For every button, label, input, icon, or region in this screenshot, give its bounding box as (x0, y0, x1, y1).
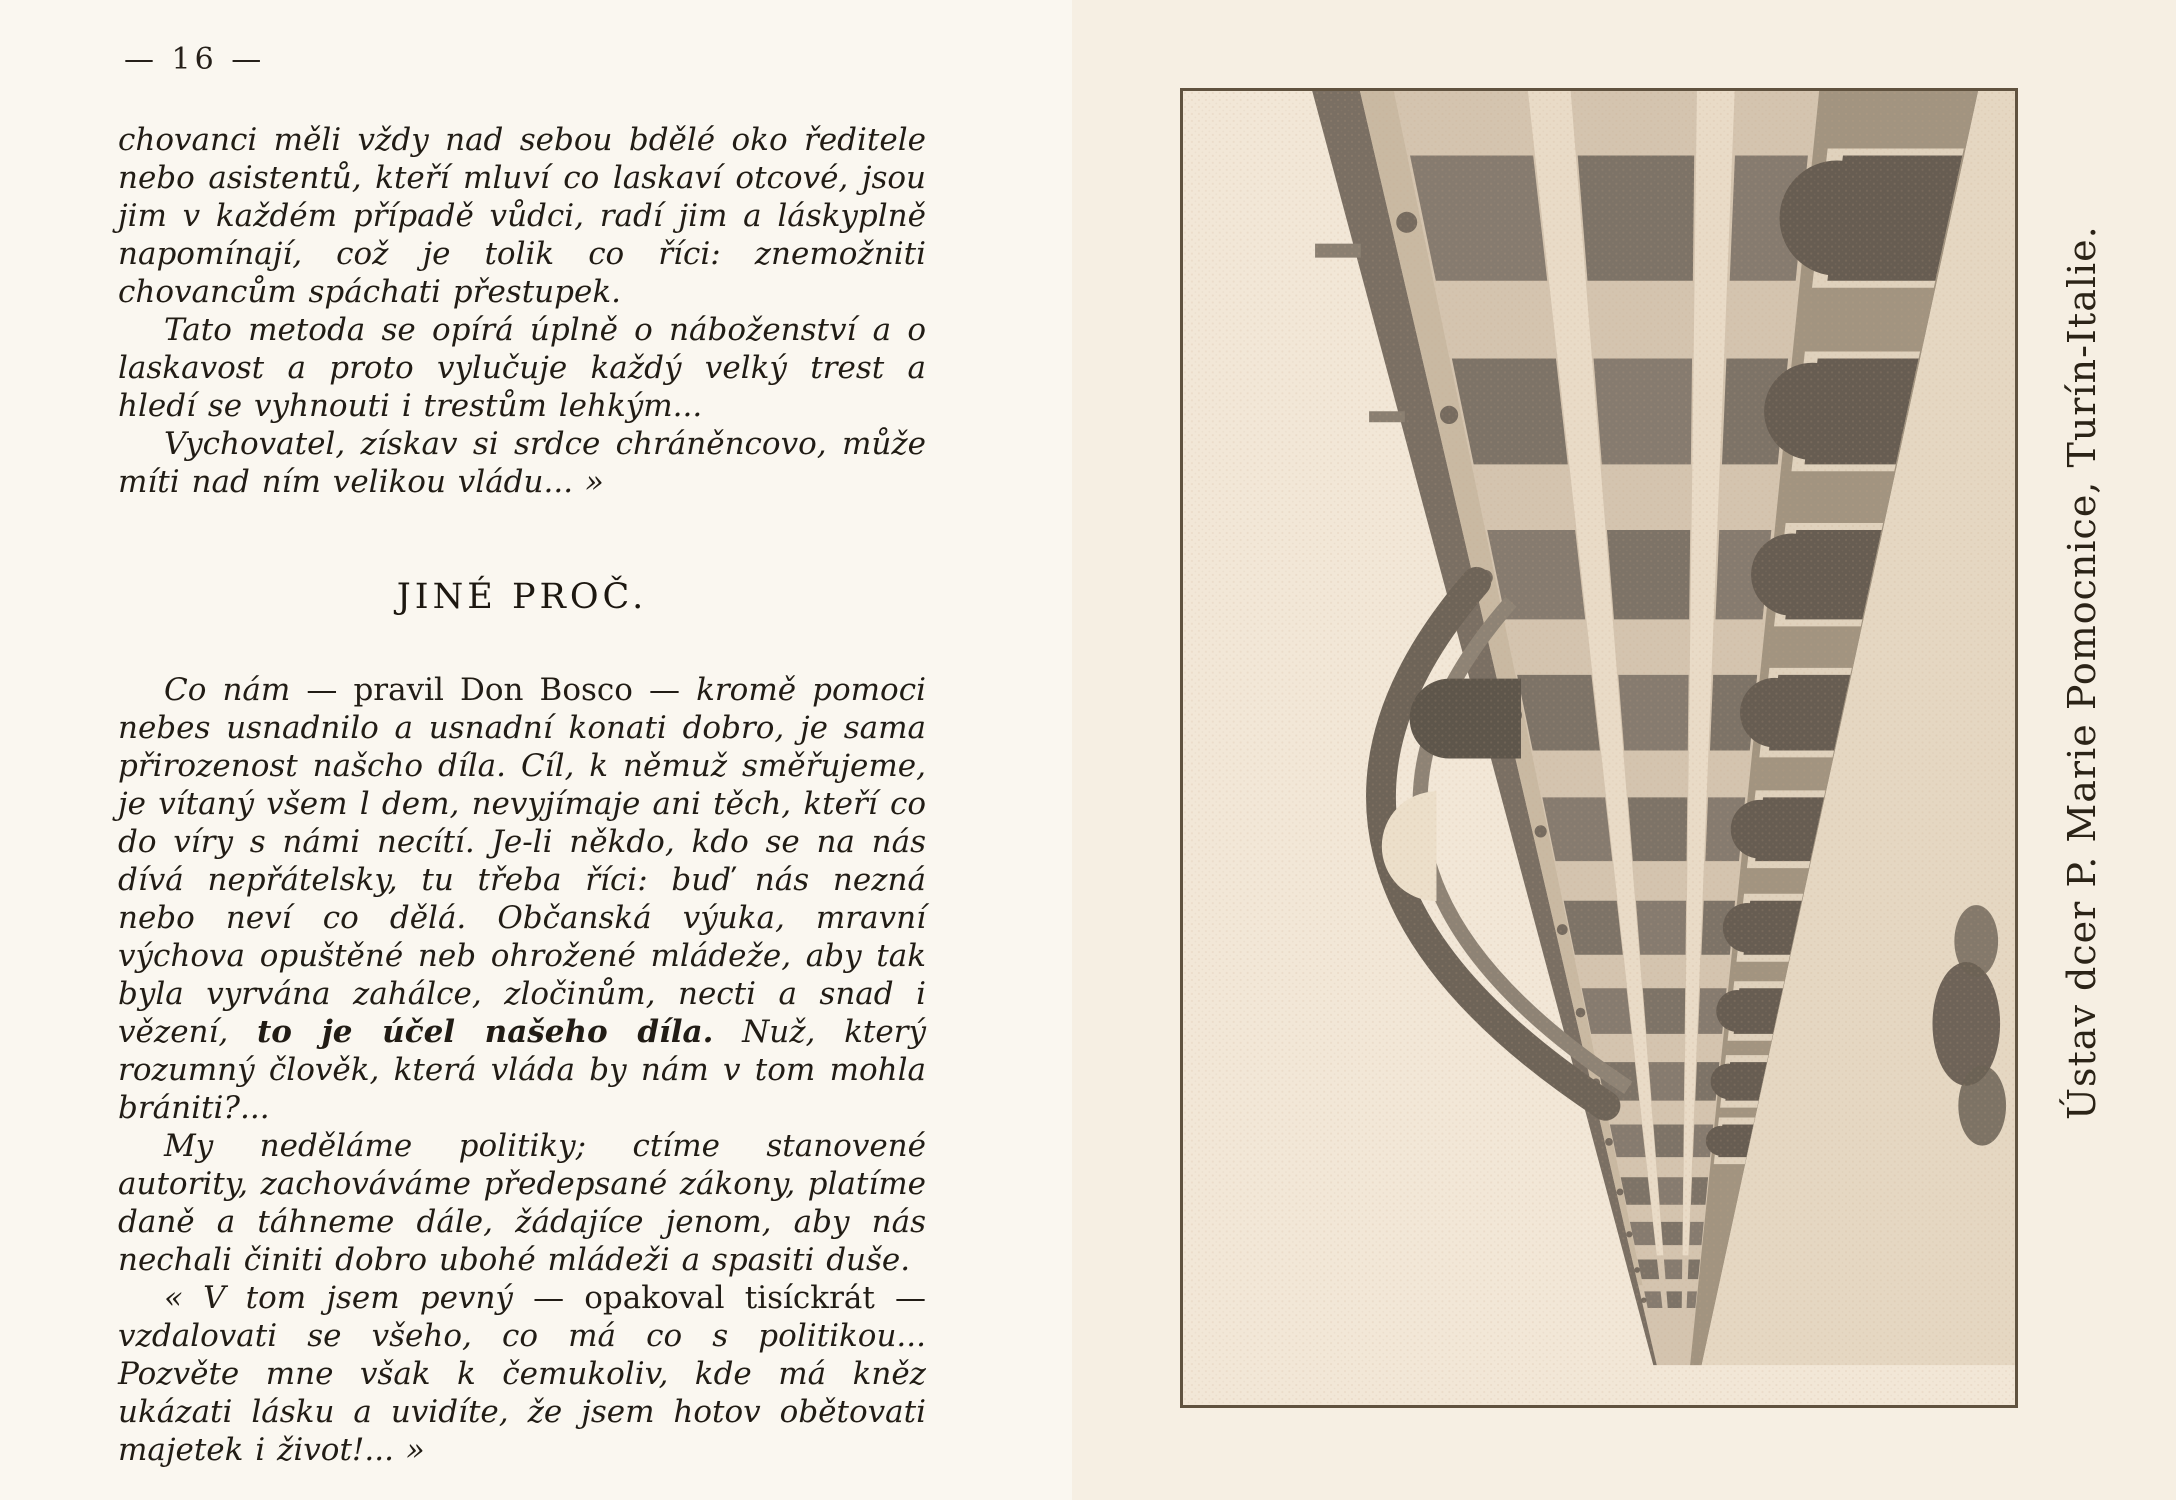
paragraph (118, 1279, 926, 1469)
photo-caption: Ústav dcer P. Marie Pomocnice, Turín-Italie. (2060, 225, 2104, 1120)
text-segment: Nuž, který rozumný člověk, která vláda by nám v tom mohla brániti?... (118, 1014, 927, 1126)
text-segment-roman: — opakoval tisíckrát — (533, 1280, 926, 1316)
text-segment: vzdalovati se všeho, co má co s politikou... Pozvěte mne však k čemukoliv, kde má kněz ukázati lásku a uvidíte, že jsem hotov obětovati majetek i život!... » (118, 1318, 926, 1468)
text-segment-bold: to je účel našeho díla. (256, 1014, 714, 1050)
section-heading: JINÉ PROČ. (396, 577, 648, 617)
text-segment: kromě pomoci nebes usnadnilo a usnadní konati dobro, je sama přirozenost našcho díla. Cíl, k němuž směřujeme, je vítaný všem l dem, nevyjímaje ani těch, kteří co do víry s námi necítí. Je-li někdo, kdo se na nás dívá nepřátelsky, tu třeba říci: buď nás nezná nebo neví co dělá. Občanská výuka, mravní výchova opuštěné neb ohrožené mládeže, aby tak byla vyrvána zahálce, zločinům, necti a snad i vězení, (118, 672, 926, 1050)
paragraph: Tato metoda se opírá úplně o náboženství a o laskavost a proto vylučuje každý velký trest a hledí se vyhnouti i trestům lehkým... (118, 312, 926, 424)
text-segment-roman: — pravil Don Bosco — (306, 672, 697, 708)
paragraph: Vychovatel, získav si srdce chráněncovo, může míti nad ním velikou vládu... » (118, 426, 926, 500)
body-text (118, 121, 926, 1469)
paragraph: chovanci měli vždy nad sebou bdělé oko ředitele nebo asistentů, kteří mluví co laskaví otcové, jsou jim v každém případě vůdci, radí jim a láskyplně napomínají, což je tolik co říci: znemožniti chovancům spáchati přestupek. (118, 122, 926, 310)
building-photo (1180, 88, 2018, 1408)
page-number: — 16 — (124, 42, 266, 77)
text-segment: « V tom jsem pevný (164, 1280, 534, 1316)
building-illustration (1183, 91, 2015, 1405)
halftone-texture (1183, 91, 2015, 1405)
paragraph: My neděláme politiky; ctíme stanovené autority, zachováváme předepsané zákony, platíme daně a táhneme dále, žádajíce jenom, aby nás nechali činiti dobro ubohé mládeži a spasiti duše. (118, 1128, 926, 1278)
left-page-text-column (118, 42, 926, 1469)
text-segment: Co nám (164, 672, 307, 708)
paragraph (118, 671, 926, 1127)
